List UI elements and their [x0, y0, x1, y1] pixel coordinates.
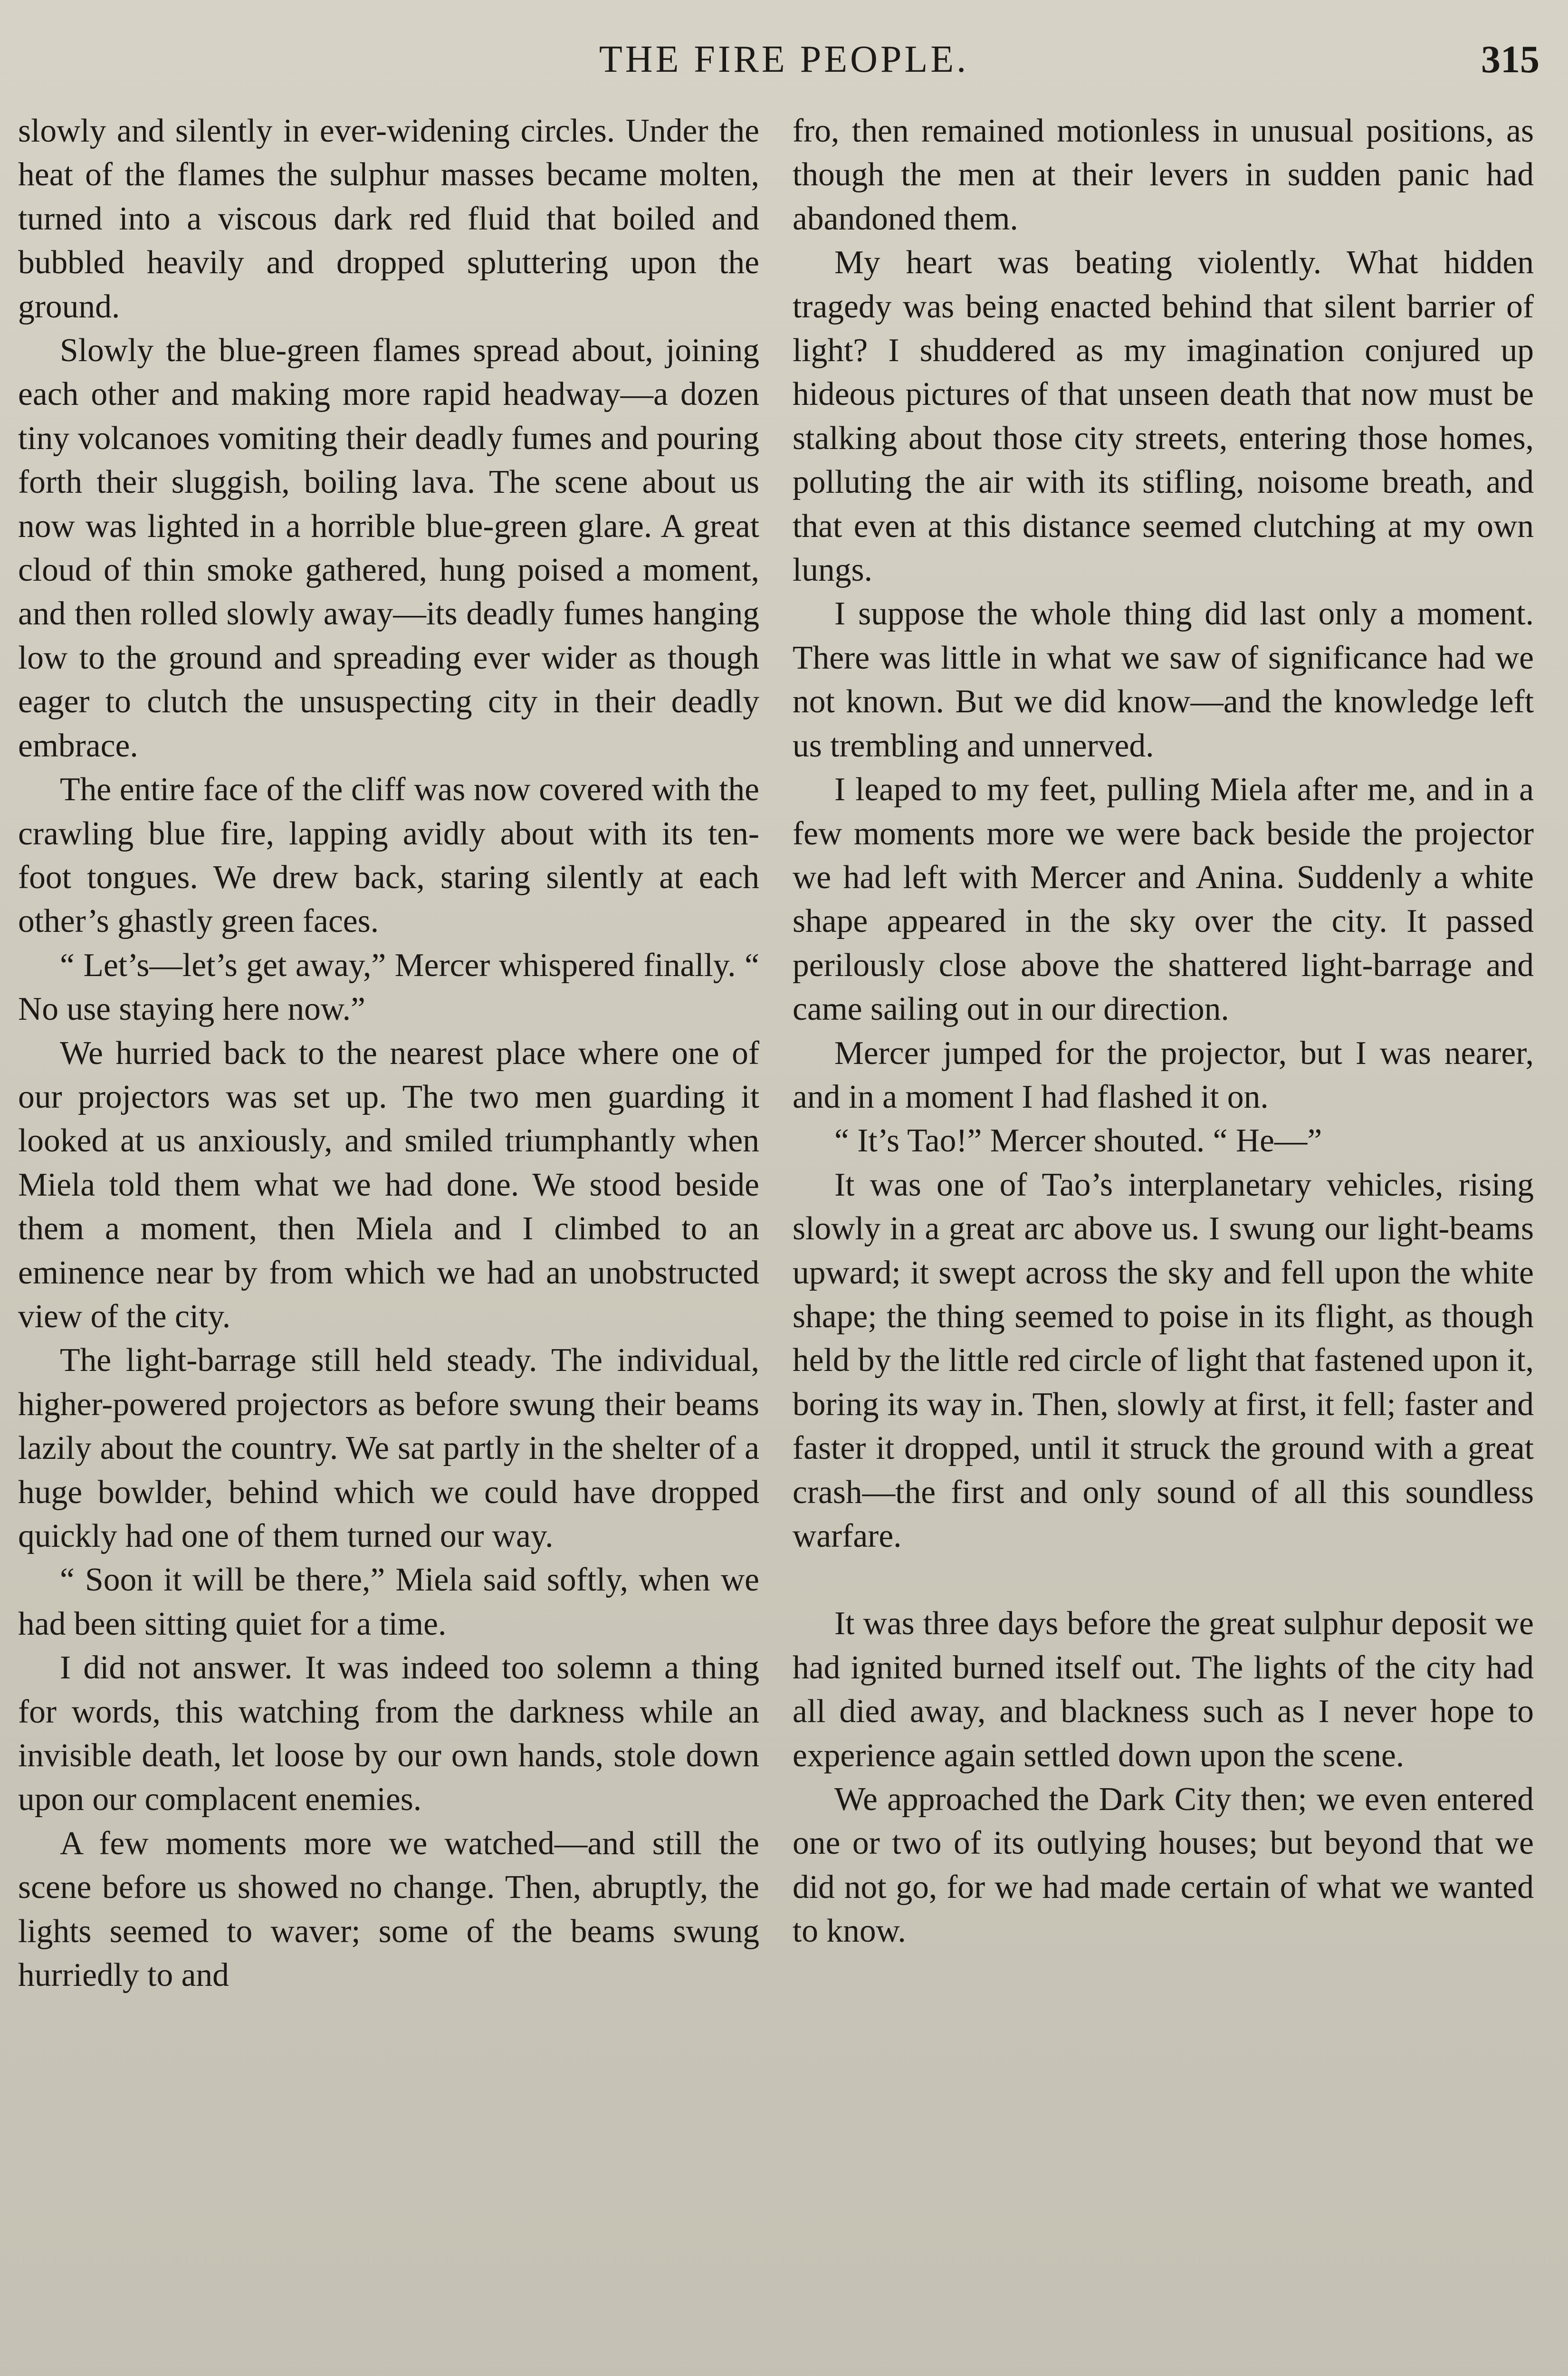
paragraph: “ It’s Tao!” Mercer shouted. “ He—” [834, 1122, 1322, 1159]
paragraph: I did not answer. It was indeed too solemn a thing for words, this watching from the darkness while an invisible death, let loose by our own hands, stole down upon our complacent enemies. [18, 1649, 759, 1818]
page-number: 315 [1481, 38, 1539, 81]
paragraph: The light-barrage still held steady. The individual, higher-powered projectors as before swung their beams lazily about the country. We sat partly in the shelter of a huge bowlder, behind which we could have dropped quickly had one of them turned our way. [18, 1342, 759, 1554]
right-column [793, 109, 1534, 1954]
paragraph: Mercer jumped for the projector, but I was nearer, and in a moment I had flashed it on. [793, 1035, 1534, 1115]
paragraph: “ Let’s—let’s get away,” Mercer whispered finally. “ No use staying here now.” [18, 947, 759, 1028]
paragraph: We hurried back to the nearest place where one of our projectors was set up. The two men guarding it looked at us anxiously, and smiled triumphantly when Miela told them what we had done. We stood beside them a moment, then Miela and I climbed to an eminence near by from which we had an unobstructed view of the city. [18, 1035, 759, 1335]
paragraph: fro, then remained motionless in unusual positions, as though the men at their levers in sudden panic had abandoned them. [793, 113, 1534, 237]
paragraph: My heart was beating violently. What hidden tragedy was being enacted behind that silent barrier of light? I shuddered as my imagination conjured up hideous pictures of that unseen death that now must be stalking about those city streets, entering those homes, polluting the air with its stifling, noisome breath, and that even at this distance seemed clutching at my own lungs. [793, 244, 1534, 589]
running-title: THE FIRE PEOPLE. [599, 38, 969, 80]
running-head [0, 33, 1568, 86]
paragraph: A few moments more we watched—and still the scene before us showed no change. Then, abruptly, the lights seemed to waver; some of the beams swung hurriedly to and [18, 1825, 759, 1994]
paragraph: It was one of Tao’s interplanetary vehicles, rising slowly in a great arc above us. I swung our light-beams upward; it swept across the sky and fell upon the white shape; the thing seemed to poise in its flight, as though held by the little red circle of light that fastened upon it, boring its way in. Then, slowly at first, it fell; faster and faster it dropped, until it struck the ground with a great crash—the first and only sound of all this soundless warfare. [793, 1166, 1534, 1554]
paragraph: I leaped to my feet, pulling Miela after me, and in a few moments more we were back beside the projector we had left with Mercer and Anina. Suddenly a white shape appeared in the sky over the city. It passed perilously close above the shattered light-barrage and came sailing out in our direction. [793, 771, 1534, 1028]
paragraph: The entire face of the cliff was now covered with the crawling blue fire, lapping avidly about with its ten-foot tongues. We drew back, staring silently at each other’s ghastly green faces. [18, 771, 759, 940]
paragraph: We approached the Dark City then; we even entered one or two of its outlying houses; but beyond that we did not go, for we had made certain of what we wanted to know. [793, 1781, 1534, 1950]
left-column [18, 109, 759, 1997]
paragraph: It was three days before the great sulphur deposit we had ignited burned itself out. The lights of the city had all died away, and blackness such as I never hope to experience again settled down upon the scene. [793, 1605, 1534, 1774]
paragraph: “ Soon it will be there,” Miela said softly, when we had been sitting quiet for a time. [18, 1562, 759, 1642]
paragraph: slowly and silently in ever-widening circles. Under the heat of the flames the sulphur masses became molten, turned into a viscous dark red fluid that boiled and bubbled heavily and dropped spluttering upon the ground. [18, 113, 759, 325]
paragraph: Slowly the blue-green flames spread about, joining each other and making more rapid headway—a dozen tiny volcanoes vomiting their deadly fumes and pouring forth their sluggish, boiling lava. The scene about us now was lighted in a horrible blue-green glare. A great cloud of thin smoke gathered, hung poised a moment, and then rolled slowly away—its deadly fumes hanging low to the ground and spreading ever wider as though eager to clutch the unsuspecting city in their deadly embrace. [18, 332, 759, 764]
paragraph: I suppose the whole thing did last only a moment. There was little in what we saw of significance had we not known. But we did know—and the knowledge left us trembling and unnerved. [793, 595, 1534, 764]
